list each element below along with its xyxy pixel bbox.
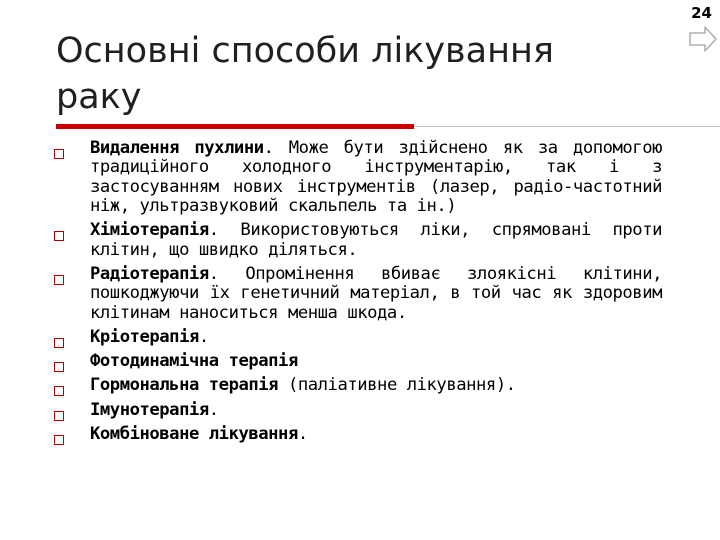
square-bullet-icon	[54, 231, 64, 241]
item-text: . Опромінення вбиває злоякісні клітини, пошкоджуючи їх генетичний матеріал, в той час як здоровим клітинам наноситься менша шкода.	[90, 264, 662, 323]
item-term: Хіміотерапія	[90, 220, 209, 241]
square-bullet-icon	[54, 338, 64, 348]
item-text: .	[208, 399, 219, 420]
item-term: Комбіноване лікування	[90, 423, 298, 444]
list-item	[52, 376, 662, 395]
list-item	[52, 401, 662, 420]
list-item	[52, 139, 662, 217]
title-underline-line	[414, 126, 720, 127]
item-text: .	[297, 423, 308, 444]
list-item	[52, 328, 662, 347]
slide-title: Основні способи лікування раку	[56, 31, 554, 117]
item-text: .	[198, 327, 209, 348]
square-bullet-icon	[54, 149, 64, 159]
item-term: Гормональна терапія	[90, 375, 279, 396]
list-item	[52, 221, 662, 260]
right-arrow-icon[interactable]	[688, 24, 718, 54]
item-term: Кріотерапія	[90, 327, 199, 348]
square-bullet-icon	[54, 435, 64, 445]
item-text: . Використовуються ліки, спрямовані проти клітин, що швидко діляться.	[90, 220, 662, 260]
item-text: (паліативне лікування).	[278, 375, 516, 396]
square-bullet-icon	[54, 411, 64, 421]
title-underline-accent	[56, 124, 414, 129]
item-term: Видалення пухлини	[90, 138, 264, 158]
square-bullet-icon	[54, 386, 64, 396]
slide-number: 24	[691, 4, 712, 22]
list-item	[52, 265, 662, 323]
item-term: Радіотерапія	[90, 264, 209, 285]
item-term: Імунотерапія	[90, 399, 209, 420]
item-term: Фотодинамічна терапія	[90, 351, 298, 372]
treatment-list	[52, 139, 662, 449]
list-item	[52, 352, 662, 371]
list-item	[52, 425, 662, 444]
square-bullet-icon	[54, 275, 64, 285]
square-bullet-icon	[54, 362, 64, 372]
item-text: . Може бути здійснено як за допомогою традиційного холодного інструментарію, так і з застосуванням нових інструментів (лазер, радіо-частотний ніж, ультразвуковий скальпель та ін.)	[90, 138, 662, 217]
